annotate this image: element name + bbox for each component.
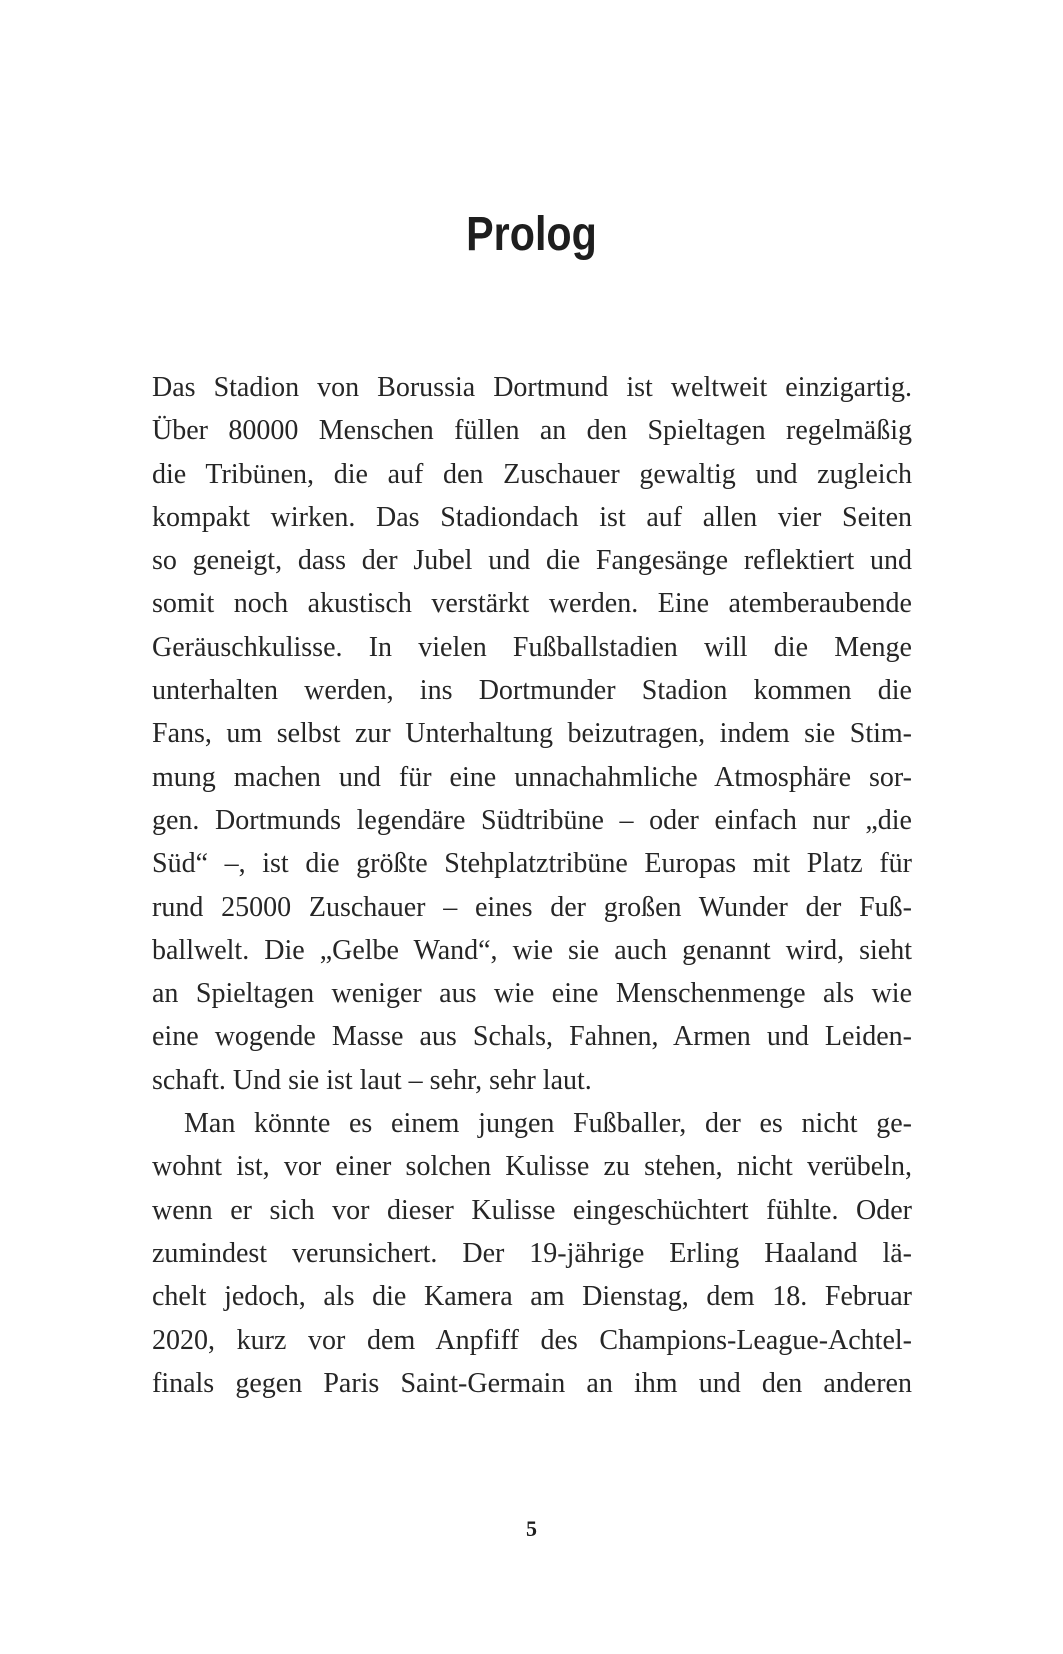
body-text: [152, 366, 912, 1405]
text-line: rund 25000 Zuschauer – eines der großen Wunder der Fuß-: [152, 891, 912, 923]
text-line: kompakt wirken. Das Stadiondach ist auf allen vier Seiten: [152, 501, 912, 533]
paragraph-1: [152, 366, 912, 1102]
text-line: unterhalten werden, ins Dortmunder Stadion kommen die: [152, 675, 912, 707]
text-line: somit noch akustisch verstärkt werden. Eine atemberaubende: [152, 588, 912, 620]
text-line: gen. Dortmunds legendäre Südtribüne – oder einfach nur „die: [152, 804, 912, 836]
text-line: finals gegen Paris Saint-Germain an ihm und den anderen: [152, 1367, 912, 1399]
text-line: Süd“ –, ist die größte Stehplatztribüne Europas mit Platz für: [152, 848, 912, 880]
text-line: an Spieltagen weniger aus wie eine Menschenmenge als wie: [152, 978, 912, 1010]
page-number: 5: [526, 1516, 537, 1541]
text-line: zumindest verunsichert. Der 19-jährige Erling Haaland lä-: [152, 1237, 912, 1269]
text-line: wohnt ist, vor einer solchen Kulisse zu stehen, nicht verübeln,: [152, 1151, 912, 1183]
text-line: Man könnte es einem jungen Fußballer, der es nicht ge-: [184, 1108, 912, 1140]
chapter-title: Prolog: [466, 208, 597, 261]
text-line: Das Stadion von Borussia Dortmund ist weltweit einzigartig.: [152, 372, 912, 403]
text-line: ballwelt. Die „Gelbe Wand“, wie sie auch genannt wird, sieht: [152, 934, 912, 966]
text-line: so geneigt, dass der Jubel und die Fangesänge reflektiert und: [152, 545, 912, 577]
text-line: Fans, um selbst zur Unterhaltung beizutragen, indem sie Stim-: [152, 718, 912, 750]
text-line: wenn er sich vor dieser Kulisse eingeschüchtert fühlte. Oder: [152, 1194, 912, 1226]
text-line: Über 80000 Menschen füllen an den Spieltagen regelmäßig: [152, 415, 912, 447]
paragraph-2: [152, 1102, 912, 1405]
text-line: die Tribünen, die auf den Zuschauer gewaltig und zugleich: [152, 458, 912, 490]
text-line: Geräuschkulisse. In vielen Fußballstadien will die Menge: [152, 631, 912, 663]
text-line: eine wogende Masse aus Schals, Fahnen, Armen und Leiden-: [152, 1021, 912, 1053]
text-line: mung machen und für eine unnachahmliche Atmosphäre sor-: [152, 761, 912, 793]
text-line: chelt jedoch, als die Kamera am Dienstag, dem 18. Februar: [152, 1281, 912, 1313]
text-line: 2020, kurz vor dem Anpfiff des Champions-League-Achtel-: [152, 1324, 912, 1356]
text-line: schaft. Und sie ist laut – sehr, sehr laut.: [152, 1064, 592, 1096]
